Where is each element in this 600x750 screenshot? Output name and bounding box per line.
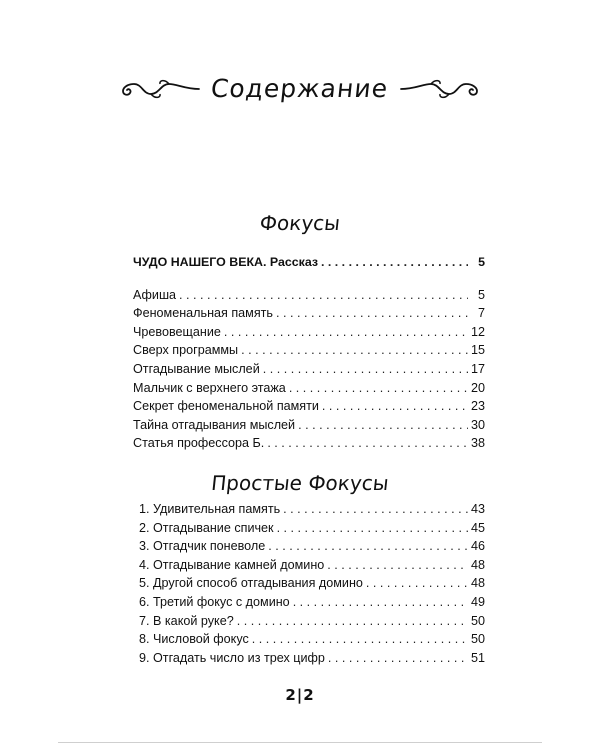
toc-item-label: 8. Числовой фокус [139,632,249,647]
dot-leader [241,341,468,360]
dot-leader [252,630,468,649]
toc-section-1 [133,253,485,453]
toc-item[interactable] [133,323,485,342]
toc-page-number: 5 [478,255,485,269]
dot-leader [276,304,468,323]
toc-item[interactable] [139,593,485,612]
dot-leader [366,574,468,593]
dot-leader [179,286,468,305]
dot-leader [268,537,468,556]
toc-item[interactable] [133,360,485,379]
toc-page-number: 38 [470,436,485,451]
right-flourish-icon [397,75,485,103]
toc-item-label: 9. Отгадать число из трех цифр [139,650,325,665]
toc-item[interactable] [133,416,485,435]
toc-item-label: Чревовещание [133,324,221,339]
toc-item-label: Статья профессора Б. [133,436,265,451]
toc-page-number: 15 [470,343,485,358]
toc-page-number: 50 [470,613,485,628]
toc-item[interactable] [139,612,485,631]
dot-leader [328,649,468,668]
toc-page-number: 20 [470,380,485,395]
dot-leader [263,360,468,379]
toc-page-number: 51 [470,650,485,665]
toc-item-label: 4. Отгадывание камней домино [139,557,325,572]
dot-leader [298,416,468,435]
toc-item-label: 1. Удивительная память [139,502,281,516]
toc-item-label: Секрет феноменальной памяти [133,399,319,414]
toc-page-number: 46 [470,539,485,554]
dot-leader [321,253,468,272]
toc-story-row[interactable] [133,253,485,272]
left-flourish-icon [115,75,203,103]
toc-item[interactable] [139,537,485,556]
toc-item-label: 7. В какой руке? [139,613,234,628]
page-edge-divider [58,742,542,743]
dot-leader [277,519,468,538]
section-title-prostye-fokusy: Простые Фокусы [210,471,390,495]
toc-item-label: Феноменальная память [133,306,273,321]
toc-item-label: Сверх программы [133,343,239,358]
page-title [0,74,600,103]
toc-item[interactable] [139,630,485,649]
toc-page-number: 43 [470,502,485,516]
toc-page-number: 49 [470,594,485,609]
toc-item-label: 6. Третий фокус с домино [139,594,290,609]
toc-item-label: Тайна отгадывания мыслей [133,417,296,432]
main-title-text: Содержание [209,74,391,103]
toc-item[interactable] [133,286,485,305]
toc-section-2 [139,500,485,667]
dot-leader [289,379,468,398]
toc-page-number: 17 [470,361,485,376]
toc-page-number: 5 [477,287,485,302]
toc-item[interactable] [133,379,485,398]
toc-item-label: 3. Отгадчик поневоле [139,539,266,554]
toc-item[interactable] [133,434,485,453]
toc-item[interactable] [139,500,485,519]
toc-item[interactable] [139,574,485,593]
toc-item-label: Отгадывание мыслей [133,361,260,376]
toc-item-label: 2. Отгадывание спичек [139,520,274,535]
dot-leader [224,323,468,342]
toc-item-label: Мальчик с верхнего этажа [133,380,286,395]
dot-leader [293,593,468,612]
toc-item[interactable] [133,341,485,360]
toc-item-label: Афиша [133,287,177,302]
toc-item[interactable] [139,649,485,668]
toc-page-number: 30 [470,417,485,432]
toc-page-number: 48 [470,576,485,591]
toc-page-number: 7 [477,306,485,321]
toc-item[interactable] [139,519,485,538]
toc-item-label: 5. Другой способ отгадывания домино [139,576,363,591]
page-number: 2|2 [285,686,315,704]
section-title-fokusy: Фокусы [258,211,342,235]
toc-item[interactable] [133,304,485,323]
toc-page-number: 12 [470,324,485,339]
toc-page-number: 48 [470,557,485,572]
dot-leader [283,500,468,519]
dot-leader [237,612,468,631]
toc-page-number: 45 [470,520,485,535]
dot-leader [327,556,468,575]
toc-page-number: 23 [470,399,485,414]
toc-item[interactable] [139,556,485,575]
toc-item[interactable] [133,397,485,416]
dot-leader [322,397,468,416]
toc-page-number: 50 [470,632,485,647]
dot-leader [267,434,468,453]
toc-story-title: ЧУДО НАШЕГО ВЕКА. Рассказ [133,255,319,269]
